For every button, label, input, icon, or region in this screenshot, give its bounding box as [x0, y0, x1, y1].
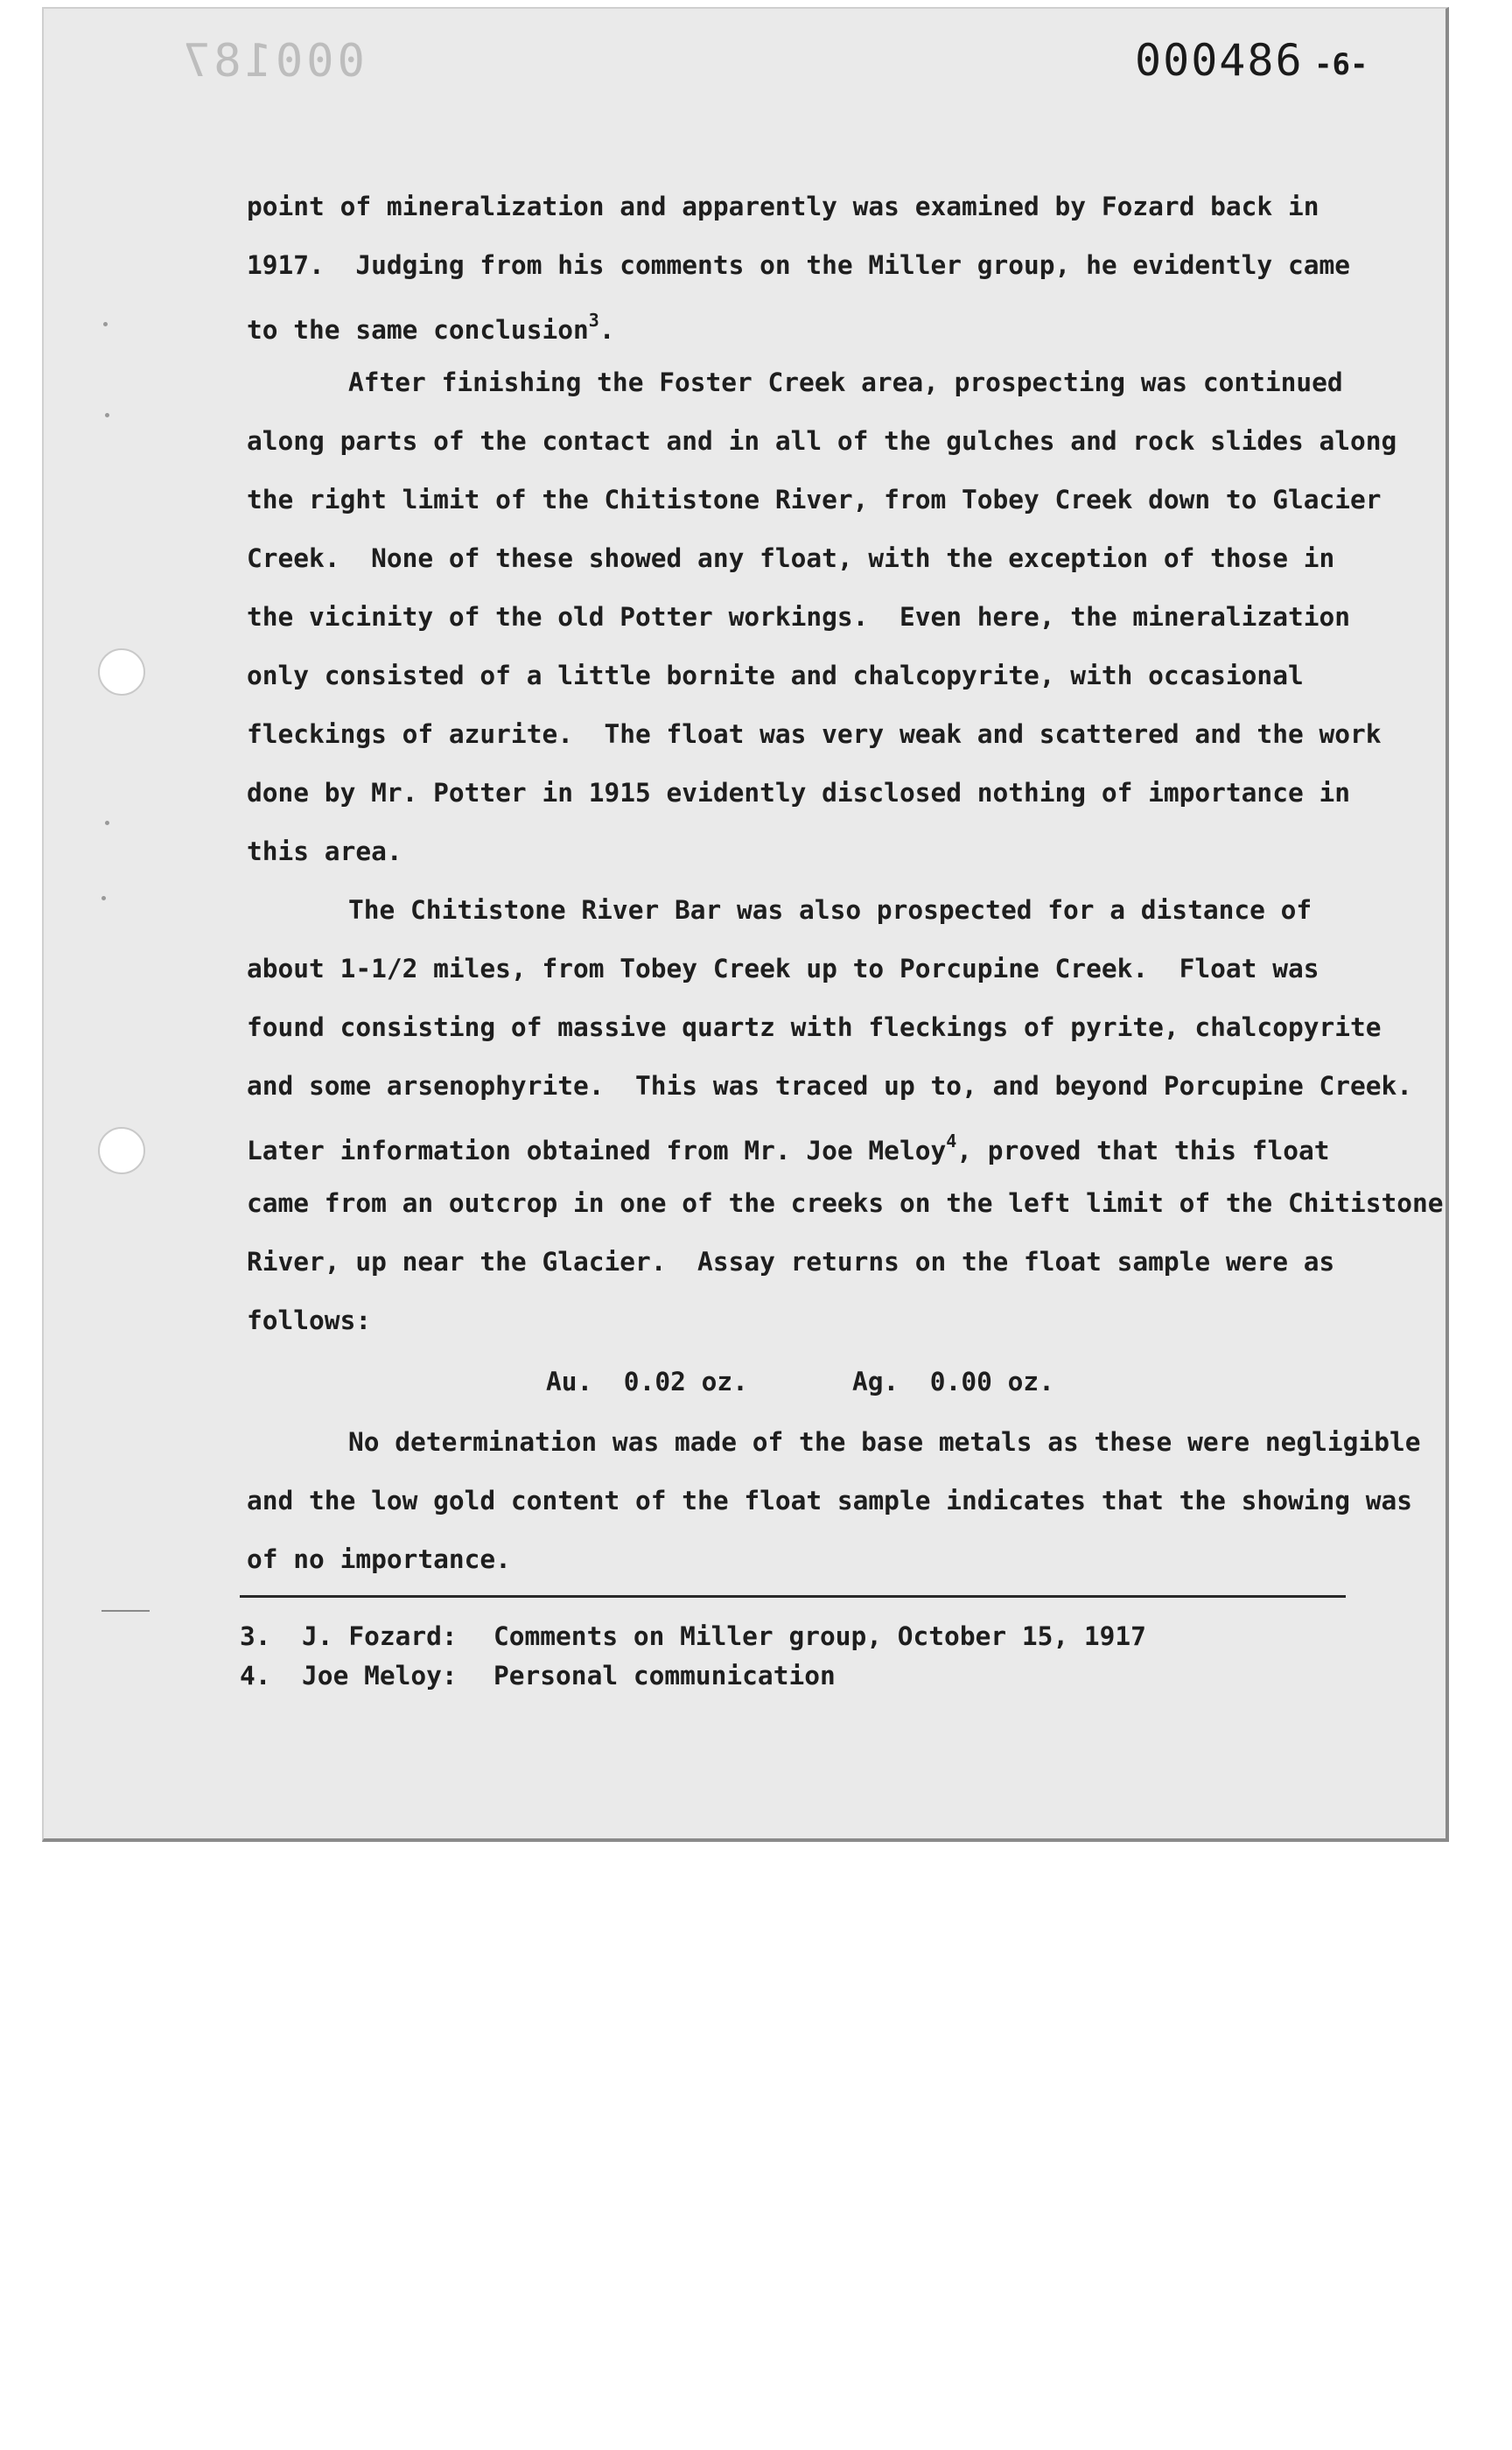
punch-hole-top: [98, 648, 145, 696]
footnote-ref-4: 4: [946, 1130, 957, 1152]
body-line: only consisted of a little bornite and chalcopyrite, with occasional: [247, 661, 1304, 690]
body-line: [247, 1132, 1330, 1165]
assay-gold: Au. 0.02 oz.: [546, 1367, 748, 1396]
body-line: River, up near the Glacier. Assay returns on the float sample were as: [247, 1247, 1335, 1277]
body-line: fleckings of azurite. The float was very weak and scattered and the work: [247, 719, 1382, 749]
body-line-text: to the same conclusion: [247, 315, 589, 345]
footnote-4-text: Personal communication: [494, 1661, 836, 1690]
faded-document-number: 000187: [179, 35, 365, 88]
period: .: [598, 315, 615, 345]
body-line: the right limit of the Chitistone River, from Tobey Creek down to Glacier: [247, 485, 1382, 514]
body-line: 1917. Judging from his comments on the Miller group, he evidently came: [247, 250, 1350, 280]
body-line: point of mineralization and apparently was examined by Fozard back in: [247, 192, 1320, 221]
body-line: came from an outcrop in one of the creeks on the left limit of the Chitistone: [247, 1188, 1444, 1218]
speck: [105, 821, 109, 825]
footnote-ref-3: 3: [588, 310, 599, 331]
speck: [102, 896, 106, 900]
speck: [103, 322, 108, 326]
body-line-text: , proved that this float: [956, 1136, 1330, 1166]
margin-mark: [102, 1610, 150, 1612]
body-line: about 1-1/2 miles, from Tobey Creek up to Porcupine Creek. Float was: [247, 954, 1320, 984]
body-line: along parts of the contact and in all of the gulches and rock slides along: [247, 426, 1397, 456]
body-line: [247, 312, 615, 344]
body-line: follows:: [247, 1306, 372, 1335]
body-line: the vicinity of the old Potter workings. Even here, the mineralization: [247, 602, 1350, 632]
footnote-separator: [240, 1595, 1346, 1598]
body-line: The Chitistone River Bar was also prospected for a distance of: [348, 895, 1312, 925]
footnote-3-text: Comments on Miller group, October 15, 1917: [494, 1621, 1146, 1651]
body-line: Creek. None of these showed any float, with the exception of those in: [247, 543, 1335, 573]
footnote-4-label: 4. Joe Meloy:: [240, 1661, 458, 1690]
document-stamp-number: 000486: [1135, 35, 1304, 86]
body-line-text: Later information obtained from Mr. Joe Meloy: [247, 1136, 947, 1166]
punch-hole-bottom: [98, 1127, 145, 1174]
body-line: No determination was made of the base metals as these were negligible: [348, 1427, 1421, 1457]
footnote-3-label: 3. J. Fozard:: [240, 1621, 458, 1651]
body-line: and some arsenophyrite. This was traced up to, and beyond Porcupine Creek.: [247, 1071, 1413, 1101]
body-line: and the low gold content of the float sample indicates that the showing was: [247, 1486, 1413, 1516]
body-line: this area.: [247, 836, 402, 866]
body-line: After finishing the Foster Creek area, prospecting was continued: [348, 368, 1343, 397]
page-number: -6-: [1314, 47, 1368, 82]
assay-silver: Ag. 0.00 oz.: [852, 1367, 1054, 1396]
body-line: of no importance.: [247, 1544, 511, 1574]
speck: [105, 413, 109, 417]
body-line: done by Mr. Potter in 1915 evidently disclosed nothing of importance in: [247, 778, 1350, 808]
body-line: found consisting of massive quartz with fleckings of pyrite, chalcopyrite: [247, 1012, 1382, 1042]
